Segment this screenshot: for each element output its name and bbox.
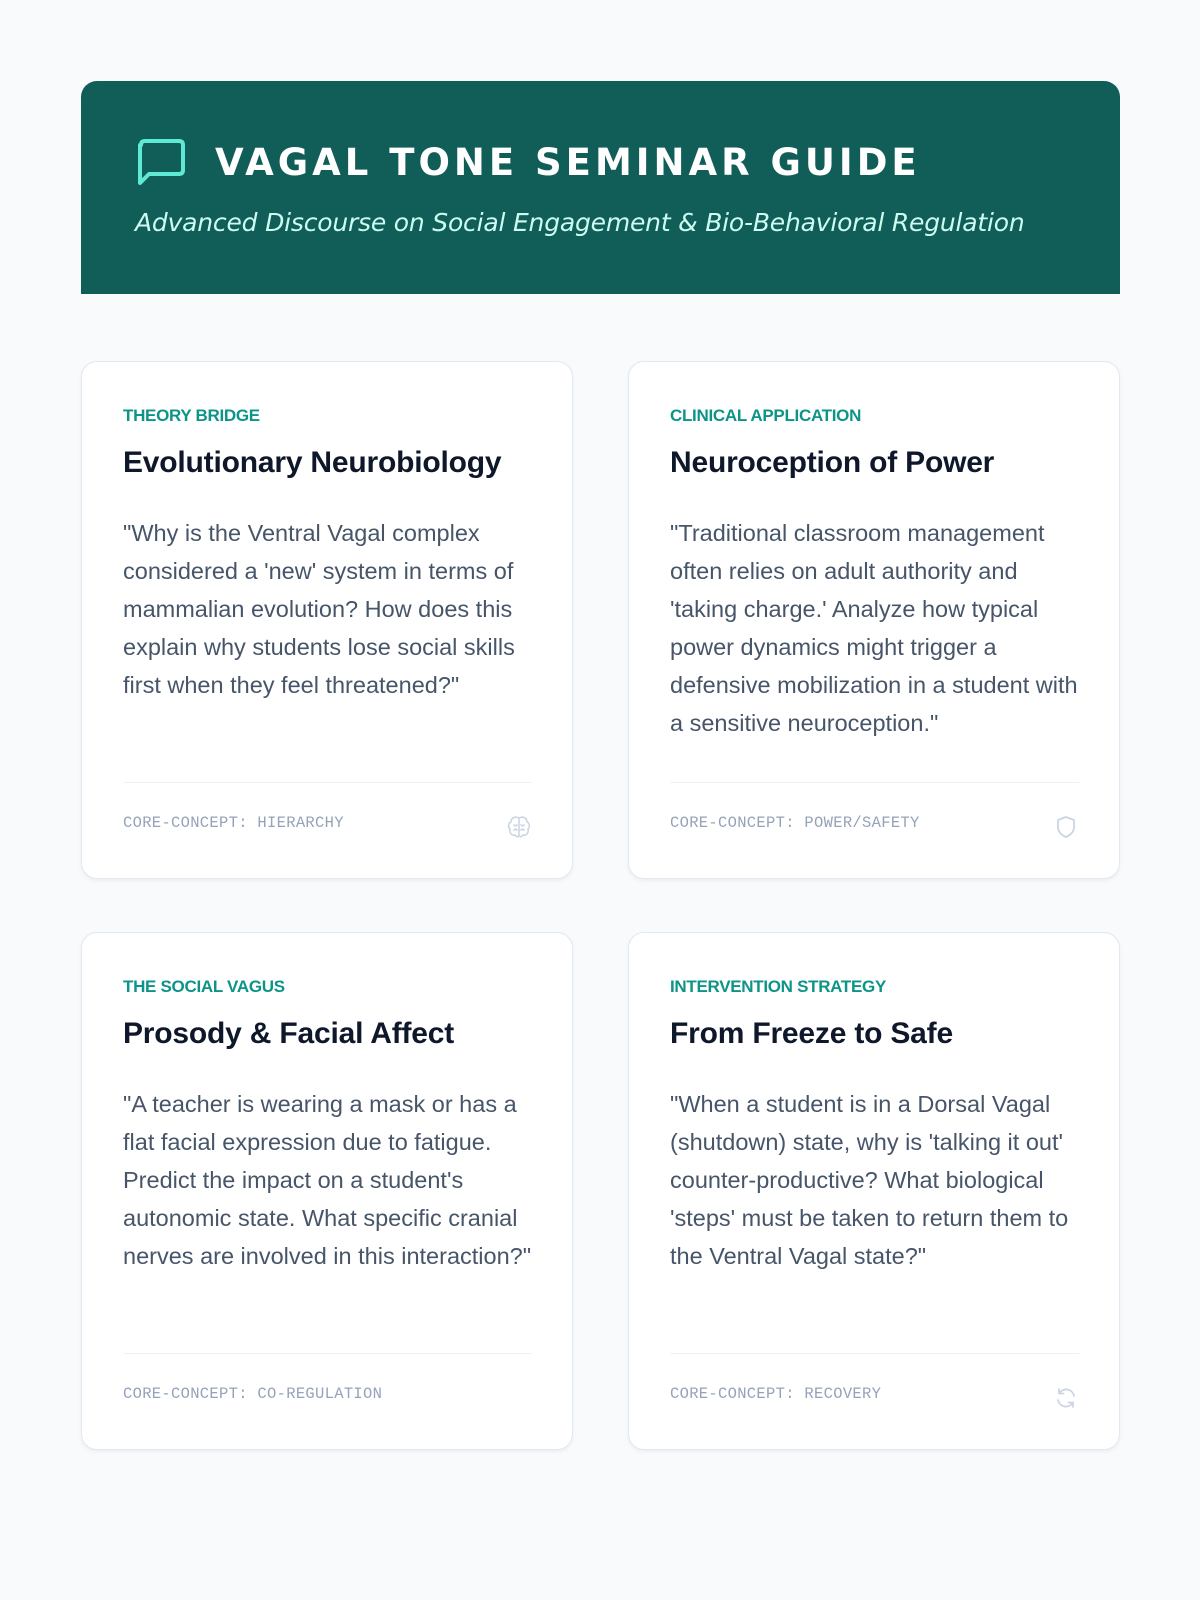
card-question: "A teacher is wearing a mask or has a flat facial expression due to fatigue. Predict the impact on a student's autonomic state. What specific cranial nerves are involved in this interaction?" xyxy=(123,1091,532,1269)
card-question: "When a student is in a Dorsal Vagal (shutdown) state, why is 'talking it out' counter-productive? What biological 'steps' must be taken to return them to the Ventral Vagal state?" xyxy=(670,1091,1069,1269)
card-title: Evolutionary Neurobiology xyxy=(123,446,502,479)
card-category: CLINICAL APPLICATION xyxy=(670,406,862,425)
card-question: "Why is the Ventral Vagal complex considered a 'new' system in terms of mammalian evolution? How does this explain why students lose social skills first when they feel threatened?" xyxy=(123,520,515,698)
card-divider xyxy=(670,782,1079,783)
brain-icon xyxy=(506,814,532,840)
refresh-icon xyxy=(1053,1385,1079,1411)
chat-bubble-icon xyxy=(135,136,187,188)
core-concept-tag: CORE-CONCEPT: CO-REGULATION xyxy=(123,1385,383,1403)
card-title: Neuroception of Power xyxy=(670,446,995,479)
seminar-card-neuroception-of-power xyxy=(628,361,1120,879)
card-title: Prosody & Facial Affect xyxy=(123,1017,455,1050)
card-category: INTERVENTION STRATEGY xyxy=(670,977,886,996)
page-subtitle: Advanced Discourse on Social Engagement & Bio-Behavioral Regulation xyxy=(135,208,1025,237)
seminar-card-prosody-facial-affect xyxy=(81,932,573,1450)
title-row xyxy=(135,132,1120,192)
card-divider xyxy=(123,782,532,783)
seminar-card-freeze-to-safe xyxy=(628,932,1120,1450)
card-question: "Traditional classroom management often relies on adult authority and 'taking charge.' Analyze how typical power dynamics might trigger a defensive mobilization in a student with a sensitive neuroception." xyxy=(670,520,1078,736)
card-divider xyxy=(123,1353,532,1354)
core-concept-tag: CORE-CONCEPT: POWER/SAFETY xyxy=(670,814,920,832)
page-title: VAGAL TONE SEMINAR GUIDE xyxy=(215,140,921,184)
page-header xyxy=(81,81,1120,294)
card-category: THE SOCIAL VAGUS xyxy=(123,977,285,996)
seminar-card-evolutionary-neurobiology xyxy=(81,361,573,879)
core-concept-tag: CORE-CONCEPT: HIERARCHY xyxy=(123,814,344,832)
card-category: THEORY BRIDGE xyxy=(123,406,260,425)
card-divider xyxy=(670,1353,1079,1354)
shield-icon xyxy=(1053,814,1079,840)
core-concept-tag: CORE-CONCEPT: RECOVERY xyxy=(670,1385,882,1403)
card-title: From Freeze to Safe xyxy=(670,1017,953,1050)
